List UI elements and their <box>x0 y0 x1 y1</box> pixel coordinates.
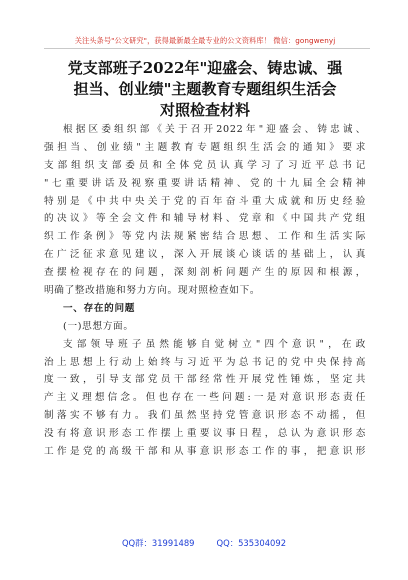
body-line: "七重要讲话及视察重要讲话精神、党的十九届全会精神 <box>44 177 366 189</box>
body-line: 度一致，引导支部党员干部经常性开展党性锤炼，坚定共 <box>44 374 366 386</box>
body-line: 支部领导班子虽然能够自觉树立"四个意识"，在政 <box>63 338 366 350</box>
header-divider <box>44 48 370 49</box>
body-line: 没有将意识形态工作摆上重要议事日程，总认为意识形态 <box>44 428 366 440</box>
title-line-2: 担当、创业绩"主题教育专题组织生活会 <box>73 80 337 98</box>
body-line: 产主义理想信念。但也存在一些问题:一是对意识形态责任 <box>44 392 366 404</box>
header-notice: 关注头条号"公文研究"，获得最新最全最专业的公文资料库！ 微信：gongwenyj <box>74 36 336 45</box>
document-title <box>40 58 370 121</box>
body-line: 治上思想上行动上始终与习近平为总书记的党中央保持高 <box>44 356 366 368</box>
title-line-3: 对照检查材料 <box>159 101 250 119</box>
body-line: 明确了整改措施和努力方向。现对照检查如下。 <box>44 285 261 297</box>
document-body <box>44 121 366 461</box>
body-line: 根据区委组织部《关于召开2022年"迎盛会、铸忠诚、 <box>63 124 366 135</box>
footer-contact <box>0 537 408 549</box>
body-line: 支部组织支部委员和全体党员认真学习了习近平总书记 <box>44 159 366 171</box>
body-line: 查摆检视存在的问题，深刻剖析问题产生的原因和根源， <box>44 267 366 279</box>
footer-qq-group: QQ群：31991489 <box>121 538 195 548</box>
body-line: 织工作条例》等党内法规紧密结合思想、工作和生活实际 <box>44 231 366 243</box>
footer-qq: QQ：535304092 <box>216 538 287 548</box>
subsection-heading-thought: (一)思想方面。 <box>63 320 134 332</box>
body-line: 制落实不够有力。我们虽然坚持党管意识形态不动摇，但 <box>44 410 366 422</box>
title-line-1: 党支部班子2022年"迎盛会、铸忠诚、强 <box>67 59 343 77</box>
body-line: 强担当、创业绩"主题教育专题组织生活会的通知》要求 <box>44 141 366 153</box>
body-line: 在广泛征求意见建议，深入开展谈心谈话的基础上，认真 <box>44 249 366 261</box>
body-line: 特别是《中共中央关于党的百年奋斗重大成就和历史经验 <box>44 195 366 207</box>
body-line: 的决议》等全会文件和辅导材料、党章和《中国共产党组 <box>44 213 366 225</box>
section-heading-problems: 一、存在的问题 <box>63 302 136 314</box>
body-line: 工作是党的高级干部和从事意识形态工作的事，把意识形 <box>44 446 366 458</box>
